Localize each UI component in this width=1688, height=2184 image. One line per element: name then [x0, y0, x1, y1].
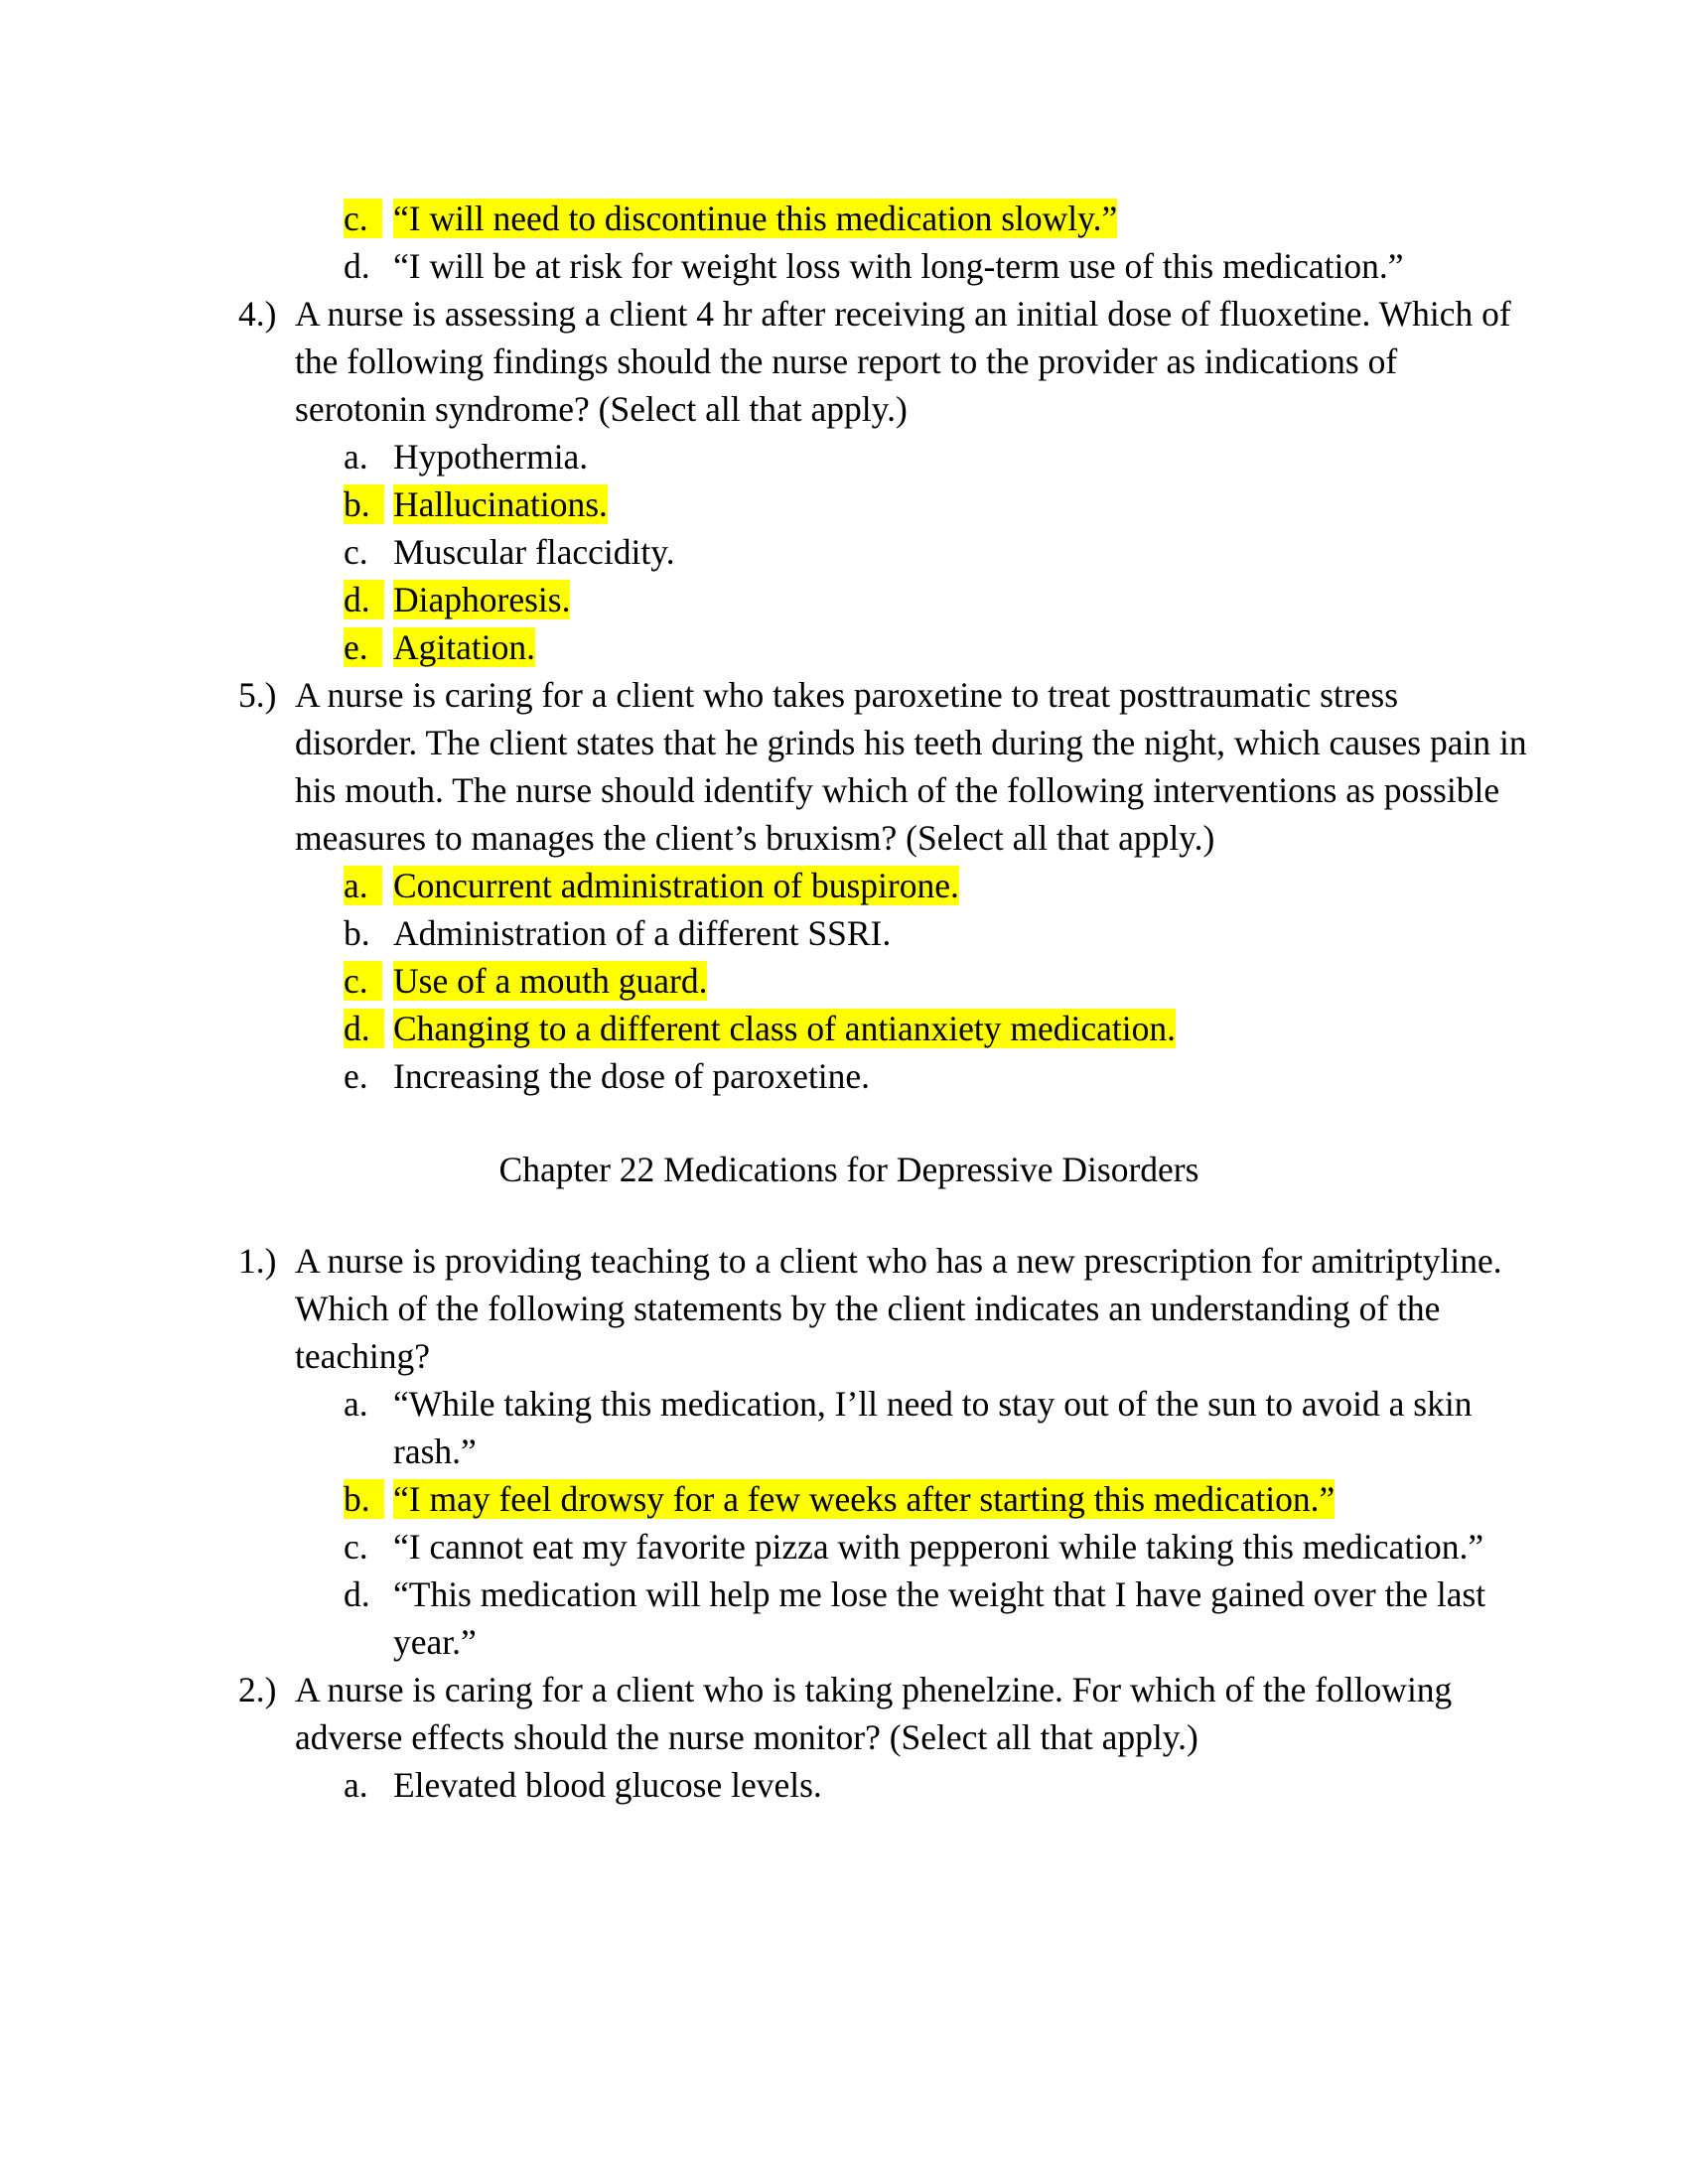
- option-letter: [344, 957, 393, 1005]
- question-5: [238, 671, 1529, 862]
- highlighted-answer-text: Agitation.: [393, 627, 535, 667]
- answer-option: [344, 623, 1529, 671]
- highlighted-answer-text: “I will need to discontinue this medication slowly.”: [393, 199, 1118, 238]
- question-1-options: [238, 1380, 1529, 1666]
- answer-text: “I cannot eat my favorite pizza with pepperoni while taking this medication.”: [393, 1527, 1484, 1567]
- option-letter: e.: [344, 1056, 368, 1096]
- option-text: [393, 1570, 1529, 1666]
- prev-question-options: [238, 195, 1529, 290]
- answer-option: [344, 1570, 1529, 1666]
- chapter-title: Chapter 22 Medications for Depressive Disorders: [498, 1150, 1199, 1189]
- option-letter: b.: [344, 913, 370, 953]
- question-4-options: [238, 433, 1529, 671]
- highlighted-option-letter: b.: [344, 484, 384, 524]
- answer-option: [344, 480, 1529, 528]
- option-letter: a.: [344, 437, 368, 477]
- answer-text: Hypothermia.: [393, 437, 589, 477]
- answer-text: “This medication will help me lose the weight that I have gained over the last year.”: [393, 1574, 1486, 1662]
- question-4: [238, 290, 1529, 433]
- option-text: [393, 242, 1529, 290]
- highlighted-option-letter: a.: [344, 866, 382, 905]
- answer-text: “I will be at risk for weight loss with long-term use of this medication.”: [393, 246, 1404, 286]
- option-text: [393, 528, 1529, 576]
- answer-text: Elevated blood glucose levels.: [393, 1765, 822, 1805]
- highlighted-option-letter: c.: [344, 199, 382, 238]
- answer-option: [344, 433, 1529, 480]
- answer-option: [344, 528, 1529, 576]
- highlighted-answer-text: Use of a mouth guard.: [393, 961, 708, 1001]
- answer-text: “While taking this medication, I’ll need to stay out of the sun to avoid a skin rash.”: [393, 1384, 1473, 1471]
- option-text: [393, 623, 1529, 671]
- highlighted-answer-text: Concurrent administration of buspirone.: [393, 866, 959, 905]
- option-letter: d.: [344, 246, 370, 286]
- answer-option: [344, 1475, 1529, 1523]
- question-text: A nurse is caring for a client who takes paroxetine to treat posttraumatic stress disorder. The client states that he grinds his teeth during the night, which causes pain in his mouth. The nurse should identify which of the following interventions as possible measures to manages the client’s bruxism? (Select all that apply.): [295, 675, 1527, 858]
- answer-option: [344, 195, 1529, 242]
- highlighted-option-letter: c.: [344, 961, 382, 1001]
- question-number: 1.): [238, 1241, 277, 1281]
- question-2-options: [238, 1761, 1529, 1809]
- question-2: [238, 1666, 1529, 1761]
- question-5-options: [238, 862, 1529, 1100]
- answer-option: [344, 1761, 1529, 1809]
- option-letter: [344, 195, 393, 242]
- answer-option: [344, 957, 1529, 1005]
- option-letter: [344, 1475, 393, 1523]
- option-letter: [344, 623, 393, 671]
- highlighted-answer-text: Hallucinations.: [393, 484, 608, 524]
- answer-option: [344, 1523, 1529, 1570]
- highlighted-option-letter: b.: [344, 1479, 384, 1519]
- option-text: [393, 480, 1529, 528]
- option-text: [393, 1475, 1529, 1523]
- answer-option: [344, 1380, 1529, 1475]
- answer-option: [344, 242, 1529, 290]
- option-letter: a.: [344, 1765, 368, 1805]
- highlighted-answer-text: Diaphoresis.: [393, 580, 571, 619]
- option-letter: [344, 1005, 393, 1052]
- option-letter: [344, 480, 393, 528]
- answer-option: [344, 576, 1529, 623]
- document-content: [238, 195, 1529, 1809]
- question-text: A nurse is assessing a client 4 hr after receiving an initial dose of fluoxetine. Which of the following findings should the nurse report to the provider as indications of serotonin syndrome? (Select all that apply.): [295, 294, 1511, 429]
- option-letter: c.: [344, 1527, 368, 1567]
- question-number: 4.): [238, 294, 277, 334]
- answer-option: [344, 1052, 1529, 1100]
- question-1: [238, 1237, 1529, 1380]
- answer-text: Increasing the dose of paroxetine.: [393, 1056, 871, 1096]
- highlighted-option-letter: e.: [344, 627, 382, 667]
- option-text: [393, 862, 1529, 909]
- answer-text: Muscular flaccidity.: [393, 532, 675, 572]
- option-text: [393, 957, 1529, 1005]
- option-text: [393, 433, 1529, 480]
- option-letter: c.: [344, 532, 368, 572]
- option-text: [393, 576, 1529, 623]
- question-number: 5.): [238, 675, 277, 715]
- option-text: [393, 1523, 1529, 1570]
- answer-option: [344, 1005, 1529, 1052]
- highlighted-answer-text: Changing to a different class of antianxiety medication.: [393, 1009, 1177, 1048]
- answer-option: [344, 909, 1529, 957]
- question-text: A nurse is providing teaching to a client who has a new prescription for amitriptyline. Which of the following statements by the client indicates an understanding of the teaching?: [295, 1241, 1502, 1376]
- highlighted-option-letter: d.: [344, 1009, 384, 1048]
- option-text: [393, 1005, 1529, 1052]
- highlighted-answer-text: “I may feel drowsy for a few weeks after starting this medication.”: [393, 1479, 1336, 1519]
- question-text: A nurse is caring for a client who is taking phenelzine. For which of the following adverse effects should the nurse monitor? (Select all that apply.): [295, 1670, 1453, 1757]
- option-letter: a.: [344, 1384, 368, 1424]
- question-number: 2.): [238, 1670, 277, 1709]
- option-text: [393, 1761, 1529, 1809]
- option-letter: [344, 576, 393, 623]
- answer-text: Administration of a different SSRI.: [393, 913, 892, 953]
- option-text: [393, 1052, 1529, 1100]
- option-letter: d.: [344, 1574, 370, 1614]
- option-letter: [344, 862, 393, 909]
- option-text: [393, 909, 1529, 957]
- answer-option: [344, 862, 1529, 909]
- option-text: [393, 1380, 1529, 1475]
- highlighted-option-letter: d.: [344, 580, 384, 619]
- option-text: [393, 195, 1529, 242]
